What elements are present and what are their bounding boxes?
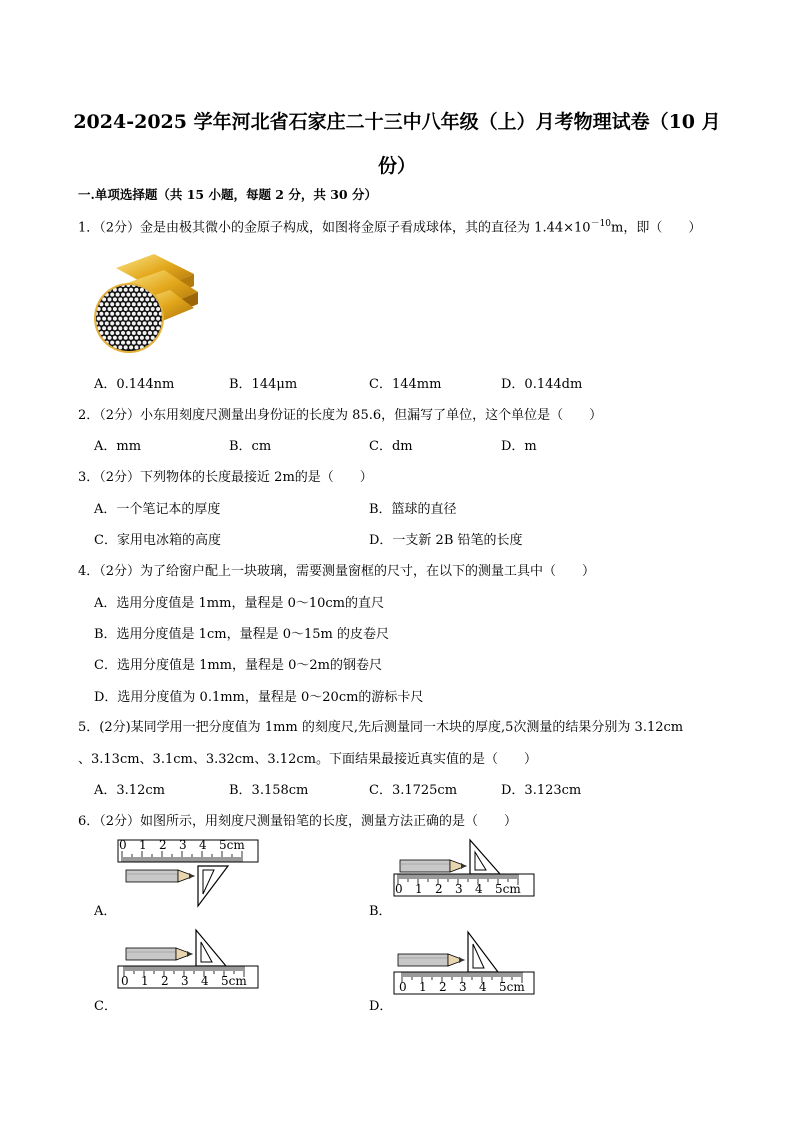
question-6-text: 6．（2分）如图所示，用刻度尺测量铅笔的长度，测量方法正确的是（ ） (78, 814, 518, 829)
ruler-diagram-c (114, 928, 264, 1006)
svg-text:1: 1 (139, 838, 147, 852)
gold-atom-image (94, 250, 202, 358)
question-5-line-2: 、3.13cm、3.1cm、3.32cm、3.12cm。下面结果最接近真实值的是（ ） (78, 752, 537, 767)
svg-text:0: 0 (121, 974, 129, 988)
question-3-option-b[interactable]: B．篮球的直径 (369, 502, 457, 517)
ruler-diagram-a (114, 836, 264, 914)
question-5-line-1: 5．(2分)某同学用一把分度值为 1mm 的刻度尺,先后测量同一木块的厚度,5次测量的结果分别为 3.12cm (78, 720, 684, 735)
svg-text:5cm: 5cm (219, 838, 245, 852)
question-4-option-b[interactable]: B．选用分度值是 1cm，量程是 0～15m 的皮卷尺 (94, 627, 389, 642)
question-2-option-d[interactable]: D．m (501, 439, 537, 454)
svg-text:3: 3 (179, 838, 187, 852)
svg-text:0: 0 (399, 980, 407, 994)
question-4-option-a[interactable]: A．选用分度值是 1mm，量程是 0～10cm的直尺 (94, 596, 384, 611)
svg-text:1: 1 (415, 882, 423, 896)
section-title: 一.单项选择题（共 15 小题，每题 2 分，共 30 分） (78, 187, 377, 202)
question-1-option-d[interactable]: D．0.144dm (501, 377, 583, 392)
ruler-diagram-b (390, 834, 540, 912)
svg-text:5cm: 5cm (499, 980, 525, 994)
svg-text:0: 0 (119, 838, 127, 852)
question-6-option-d[interactable]: D． (369, 999, 393, 1014)
svg-text:4: 4 (199, 838, 207, 852)
svg-text:1: 1 (419, 980, 427, 994)
svg-text:5cm: 5cm (221, 974, 247, 988)
question-5-option-c[interactable]: C．3.1725cm (369, 783, 458, 798)
question-3-option-d[interactable]: D．一支新 2B 铅笔的长度 (369, 533, 523, 548)
question-2-text: 2．（2分）小东用刻度尺测量出身份证的长度为 85.6，但漏写了单位，这个单位是（ ） (78, 408, 603, 423)
question-3-option-c[interactable]: C．家用电冰箱的高度 (94, 533, 221, 548)
question-6-option-c[interactable]: C． (94, 999, 117, 1014)
question-1-exponent: －10 (590, 219, 612, 229)
svg-text:4: 4 (201, 974, 209, 988)
svg-text:3: 3 (181, 974, 189, 988)
svg-text:1: 1 (141, 974, 149, 988)
question-6-option-b[interactable]: B． (369, 904, 392, 919)
question-5-option-b[interactable]: B．3.158cm (229, 783, 309, 798)
question-1-text-end: m，即（ ） (611, 220, 702, 236)
svg-text:2: 2 (435, 882, 443, 896)
question-5-option-a[interactable]: A．3.12cm (94, 783, 165, 798)
question-1-option-c[interactable]: C．144mm (369, 377, 442, 392)
question-2-option-a[interactable]: A．mm (94, 439, 142, 454)
question-6-option-a[interactable]: A． (94, 904, 117, 919)
svg-text:3: 3 (455, 882, 463, 896)
svg-text:2: 2 (439, 980, 447, 994)
svg-text:4: 4 (479, 980, 487, 994)
question-3-option-a[interactable]: A．一个笔记本的厚度 (94, 502, 221, 517)
svg-text:0: 0 (395, 882, 403, 896)
question-1 (78, 216, 701, 235)
question-1-option-b[interactable]: B．144μm (229, 377, 298, 392)
title-line-1: 2024-2025 学年河北省石家庄二十三中八年级（上）月考物理试卷（10 月 (73, 111, 721, 133)
svg-text:4: 4 (475, 882, 483, 896)
question-4-text: 4．（2分）为了给窗户配上一块玻璃，需要测量窗框的尺寸，在以下的测量工具中（ ） (78, 564, 596, 579)
svg-text:3: 3 (459, 980, 467, 994)
question-2-option-c[interactable]: C．dm (369, 439, 413, 454)
question-4-option-c[interactable]: C．选用分度值是 1mm，量程是 0～2m的钢卷尺 (94, 658, 383, 673)
question-1-text: 1．（2分）金是由极其微小的金原子构成，如图将金原子看成球体，其的直径为 1.44×10 (78, 220, 591, 236)
ruler-diagram-d (390, 928, 540, 1006)
title-line-2: 份） (377, 155, 416, 177)
question-2-option-b[interactable]: B．cm (229, 439, 272, 454)
question-1-option-a[interactable]: A．0.144nm (94, 377, 175, 392)
exam-title (60, 100, 734, 188)
svg-text:2: 2 (159, 838, 167, 852)
question-5-option-d[interactable]: D．3.123cm (501, 783, 582, 798)
svg-text:2: 2 (161, 974, 169, 988)
question-4-option-d[interactable]: D．选用分度值为 0.1mm，量程是 0～20cm的游标卡尺 (94, 690, 424, 705)
question-3-text: 3．（2分）下列物体的长度最接近 2m的是（ ） (78, 470, 373, 485)
svg-text:5cm: 5cm (495, 882, 521, 896)
